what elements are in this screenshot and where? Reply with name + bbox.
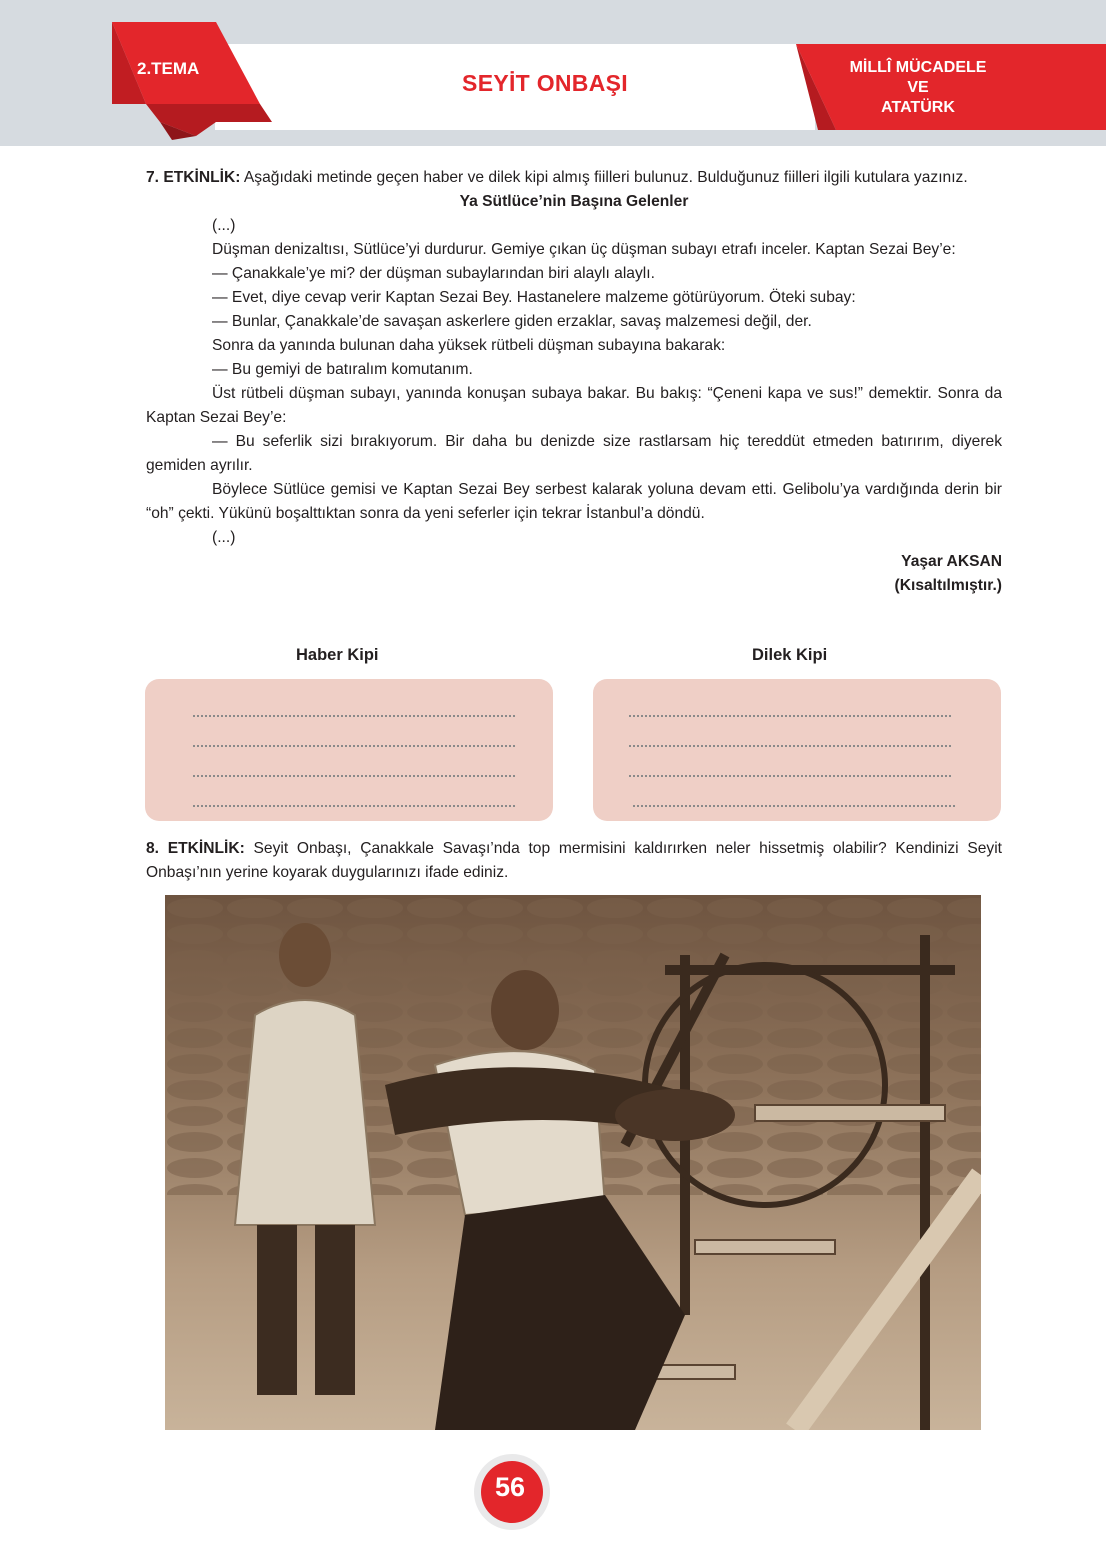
- story-paragraph: — Bunlar, Çanakkale’de savaşan askerlere giden erzaklar, savaş malzemesi değil, der.: [212, 313, 812, 330]
- etkinlik-8-text: Seyit Onbaşı, Çanakkale Savaşı’nda top mermisini kaldırırken neler hissetmiş olabilir? Kendinizi Seyit Onbaşı’nın yerine koyarak duygularınızı ifade ediniz.: [146, 840, 1002, 881]
- answer-line[interactable]: [633, 803, 955, 807]
- page-title: SEYİT ONBAŞI: [462, 70, 628, 96]
- dilek-kipi-box[interactable]: [593, 679, 1001, 821]
- answer-line[interactable]: [193, 713, 515, 717]
- story-paragraph: (...): [212, 217, 236, 234]
- dilek-kipi-heading: Dilek Kipi: [752, 646, 828, 664]
- answer-line[interactable]: [193, 743, 515, 747]
- tema-label: 2.TEMA: [137, 59, 200, 78]
- unit-title-line-2: VE: [907, 79, 929, 96]
- seyit-onbasi-photo: [165, 895, 981, 1430]
- unit-title: [838, 58, 998, 118]
- etkinlik-8: [146, 837, 1002, 885]
- etkinlik-7-label: 7. ETKİNLİK:: [146, 169, 241, 186]
- tema-ribbon: [112, 22, 272, 140]
- unit-title-line-3: ATATÜRK: [881, 99, 955, 116]
- etkinlik-7: [146, 166, 1002, 598]
- etkinlik-8-label: 8. ETKİNLİK:: [146, 840, 245, 857]
- story-title: Ya Sütlüce’nin Başına Gelenler: [459, 193, 689, 210]
- story-paragraph: (...): [212, 529, 236, 546]
- story-paragraph: Üst rütbeli düşman subayı, yanında konuşan subaya bakar. Bu bakış: “Çeneni kapa ve sus!” demektir. Sonra da Kaptan Sezai Bey’e:: [146, 385, 1002, 426]
- answer-line[interactable]: [193, 803, 515, 807]
- story-paragraph: Sonra da yanında bulunan daha yüksek rütbeli düşman subayına bakarak:: [212, 337, 726, 354]
- story-paragraph: — Bu gemiyi de batıralım komutanım.: [212, 361, 473, 378]
- story-paragraph: — Evet, diye cevap verir Kaptan Sezai Bey. Hastanelere malzeme götürüyorum. Öteki subay:: [212, 289, 856, 306]
- etkinlik-7-instruction: [146, 166, 1002, 190]
- story-author: Yaşar AKSAN: [901, 553, 1002, 570]
- haber-kipi-box[interactable]: [145, 679, 553, 821]
- page-number: 56: [494, 1472, 526, 1502]
- answer-line[interactable]: [193, 773, 515, 777]
- unit-title-line-1: MİLLÎ MÜCADELE: [849, 59, 987, 76]
- story-paragraph: — Bu seferlik sizi bırakıyorum. Bir daha bu denizde size rastlarsam hiç tereddüt etmeden batırırım, diyerek gemiden ayrılır.: [146, 433, 1002, 474]
- story-note: (Kısaltılmıştır.): [894, 577, 1002, 594]
- haber-kipi-heading: Haber Kipi: [296, 646, 379, 664]
- answer-line[interactable]: [629, 773, 951, 777]
- answer-line[interactable]: [629, 713, 951, 717]
- story-paragraph: — Çanakkale’ye mi? der düşman subaylarından biri alaylı alaylı.: [212, 265, 655, 282]
- story-paragraph: Böylece Sütlüce gemisi ve Kaptan Sezai Bey serbest kalarak yoluna devam etti. Gelibolu’ya vardığında derin bir “oh” çekti. Yükünü boşalttıktan sonra da yeni seferler için tekrar İstanbul’a döndü.: [146, 481, 1002, 522]
- etkinlik-7-instruction-text: Aşağıdaki metinde geçen haber ve dilek kipi almış fiilleri bulunuz. Bulduğunuz fiilleri ilgili kutulara yazınız.: [240, 169, 968, 186]
- photo-illustration: [165, 895, 981, 1430]
- answer-line[interactable]: [629, 743, 951, 747]
- story-paragraph: Düşman denizaltısı, Sütlüce’yi durdurur. Gemiye çıkan üç düşman subayı etrafı inceler. Kaptan Sezai Bey’e:: [212, 241, 956, 258]
